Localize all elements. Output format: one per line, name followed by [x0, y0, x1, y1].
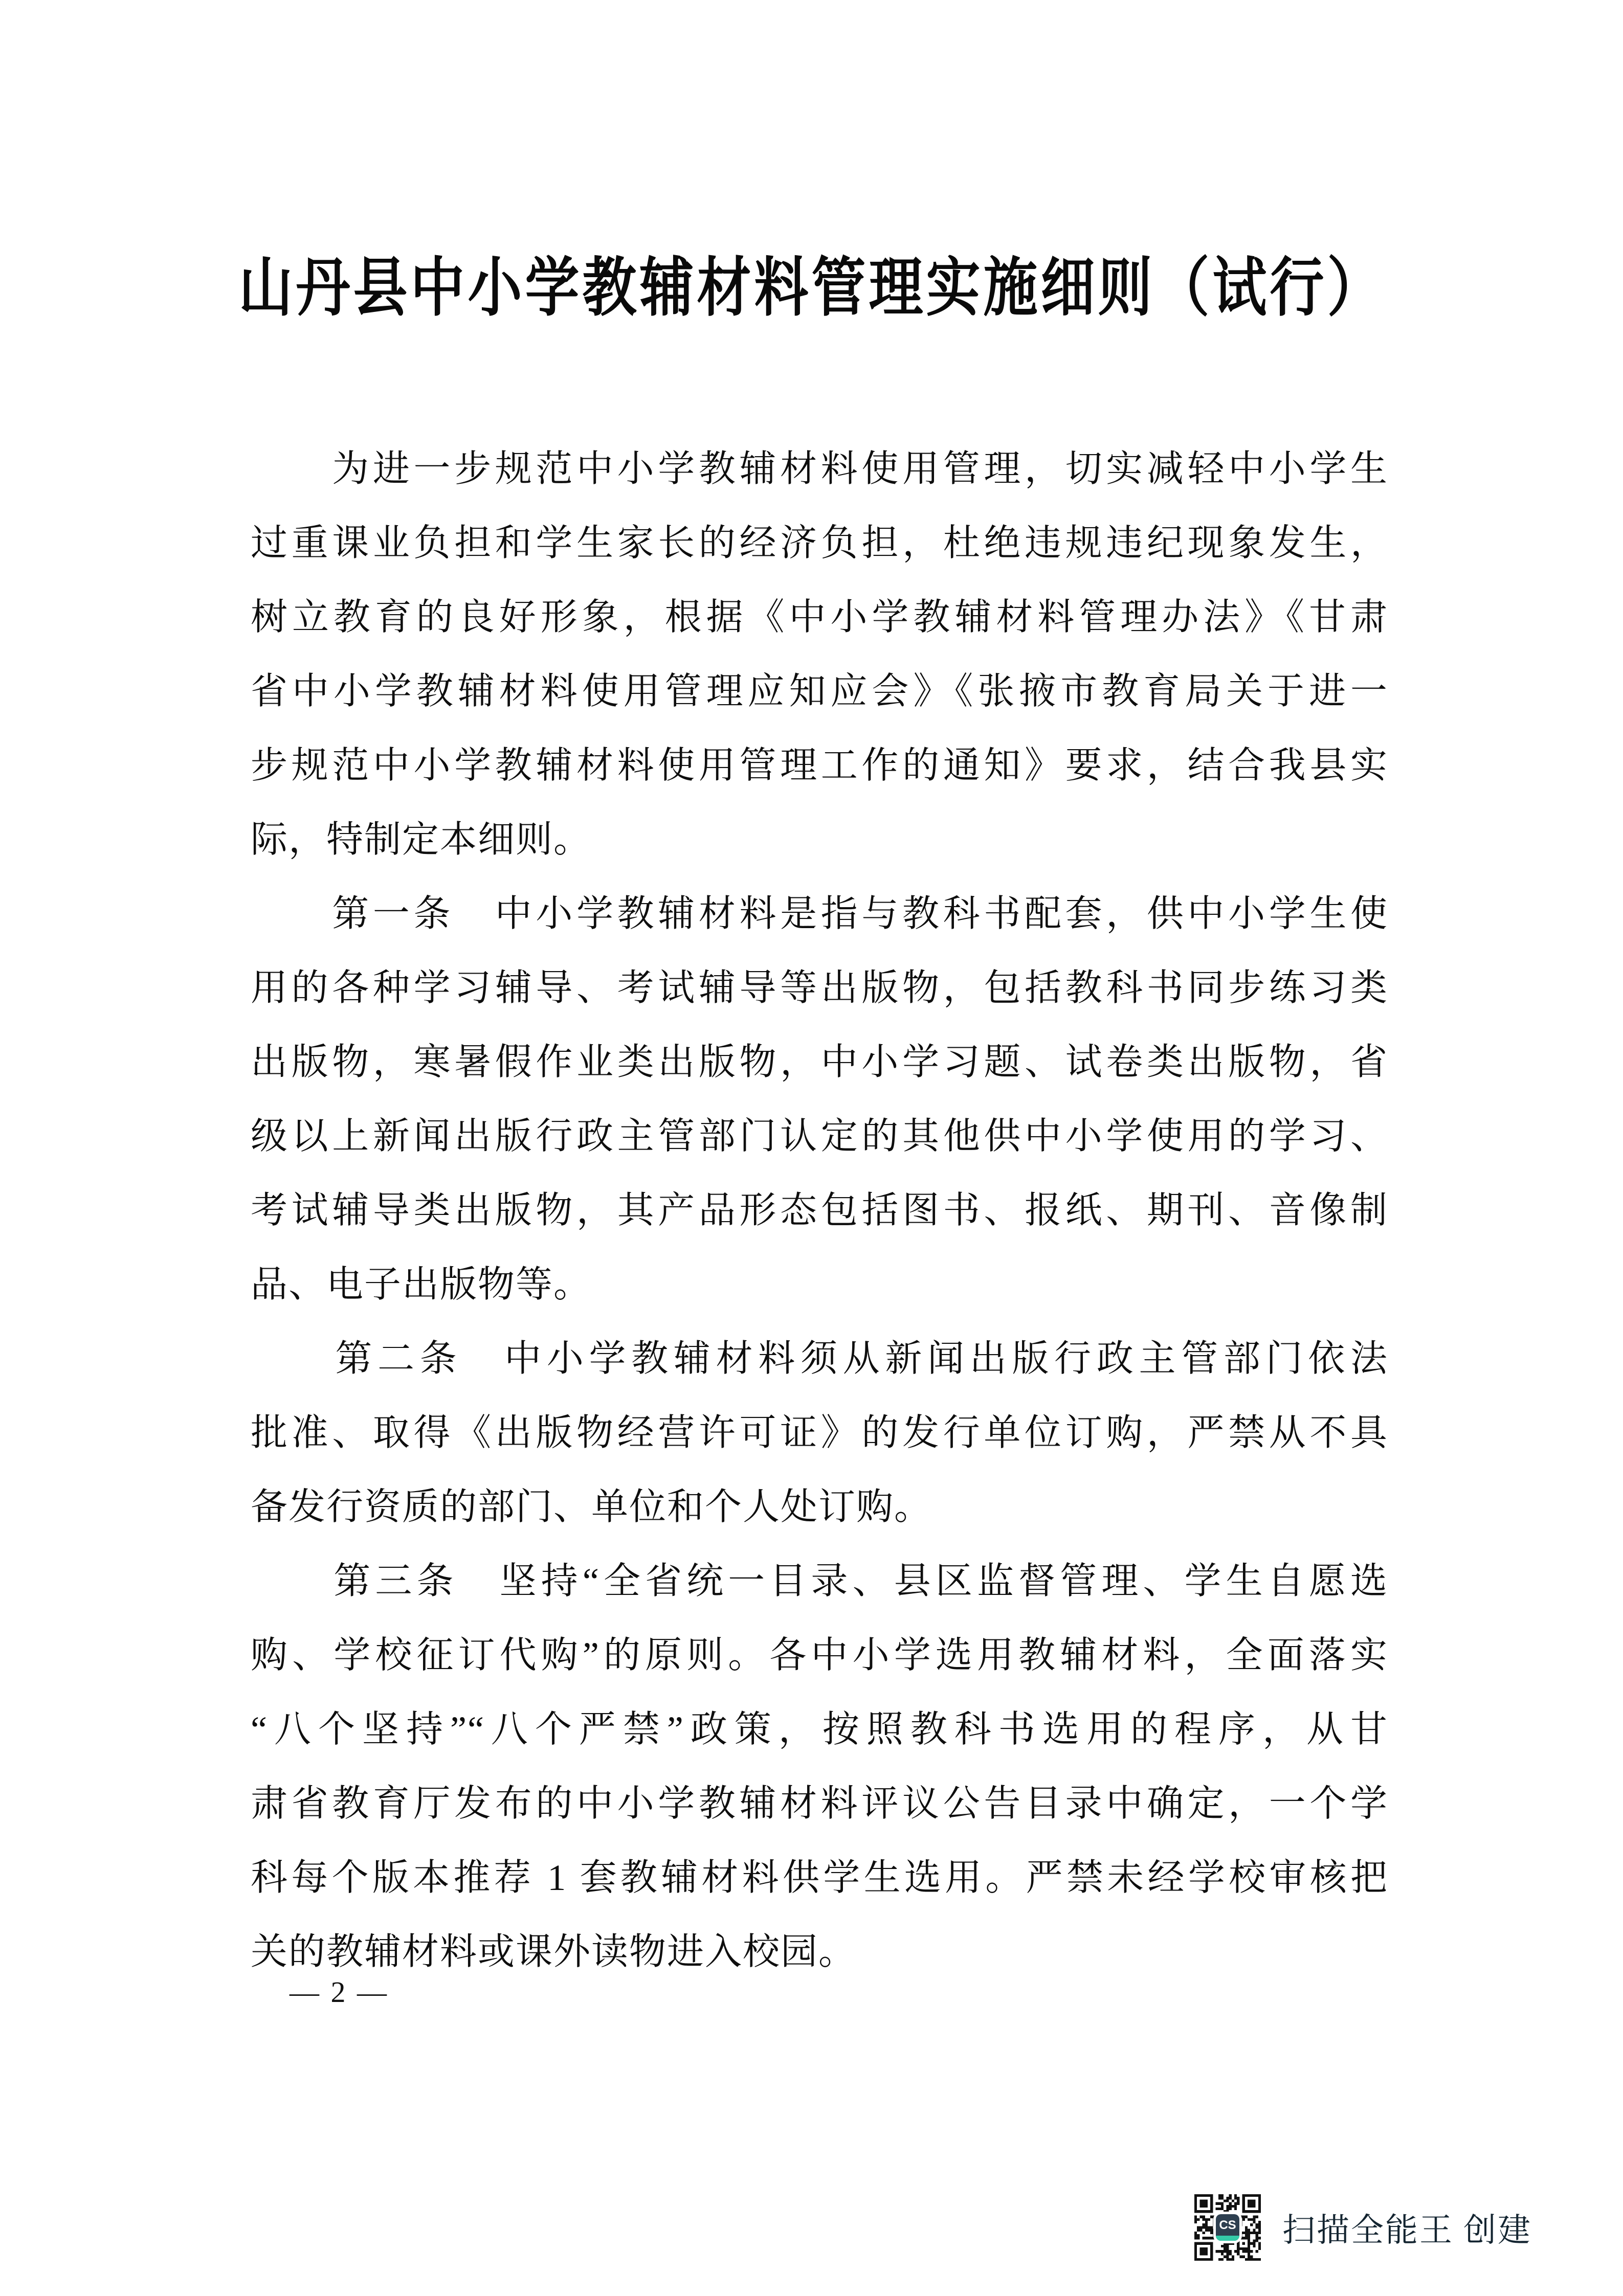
document-title: 山丹县中小学教辅材料管理实施细则（试行）: [238, 253, 1385, 324]
body-line: “八个坚持”“八个严禁”政策，按照教科书选用的程序，从甘: [251, 1709, 1388, 1750]
body-line: 品、电子出版物等。: [251, 1264, 592, 1305]
body-line: 关的教辅材料或课外读物进入校园。: [251, 1931, 857, 1972]
body-line: 际，特制定本细则。: [251, 819, 592, 860]
body-line: 批准、取得《出版物经营许可证》的发行单位订购，严禁从不具: [251, 1412, 1388, 1453]
body-line: 备发行资质的部门、单位和个人处订购。: [251, 1487, 932, 1527]
body-line: 树立教育的良好形象，根据《中小学教辅材料管理办法》《甘肃: [251, 597, 1388, 638]
body-line: 肃省教育厅发布的中小学教辅材料评议公告目录中确定，一个学: [251, 1783, 1388, 1824]
document-body: [251, 432, 1388, 1989]
body-line: 第三条 坚持“全省统一目录、县区监督管理、学生自愿选: [251, 1561, 1388, 1602]
body-line: 第一条 中小学教辅材料是指与教科书配套，供中小学生使: [251, 893, 1388, 934]
body-line: 第二条 中小学教辅材料须从新闻出版行政主管部门依法: [251, 1338, 1388, 1379]
body-line: 省中小学教辅材料使用管理应知应会》《张掖市教育局关于进一: [251, 671, 1388, 712]
body-line: 出版物，寒暑假作业类出版物，中小学习题、试卷类出版物，省: [251, 1042, 1388, 1083]
body-line: 为进一步规范中小学教辅材料使用管理，切实减轻中小学生: [251, 448, 1388, 489]
scanner-footer: [1194, 2194, 1532, 2261]
camscanner-logo-text: CS: [1219, 2218, 1236, 2232]
body-line: 步规范中小学教辅材料使用管理工作的通知》要求，结合我县实: [251, 745, 1388, 786]
body-line: 过重课业负担和学生家长的经济负担，杜绝违规违纪现象发生，: [251, 523, 1388, 564]
camscanner-logo-accent: [1216, 2236, 1239, 2241]
body-line: 级以上新闻出版行政主管部门认定的其他供中小学使用的学习、: [251, 1116, 1388, 1157]
body-line: 用的各种学习辅导、考试辅导等出版物，包括教科书同步练习类: [251, 967, 1388, 1008]
body-line: 购、学校征订代购”的原则。各中小学选用教辅材料，全面落实: [251, 1635, 1388, 1676]
body-line: 考试辅导类出版物，其产品形态包括图书、报纸、期刊、音像制: [251, 1190, 1388, 1231]
scanner-credit-text: 扫描全能王 创建: [1282, 2212, 1532, 2248]
qr-code-icon: [1194, 2194, 1261, 2261]
camscanner-logo: [1216, 2214, 1239, 2241]
body-line: 科每个版本推荐 1 套教辅材料供学生选用。严禁未经学校审核把: [251, 1857, 1388, 1898]
page-number: — 2 —: [290, 1975, 389, 2009]
